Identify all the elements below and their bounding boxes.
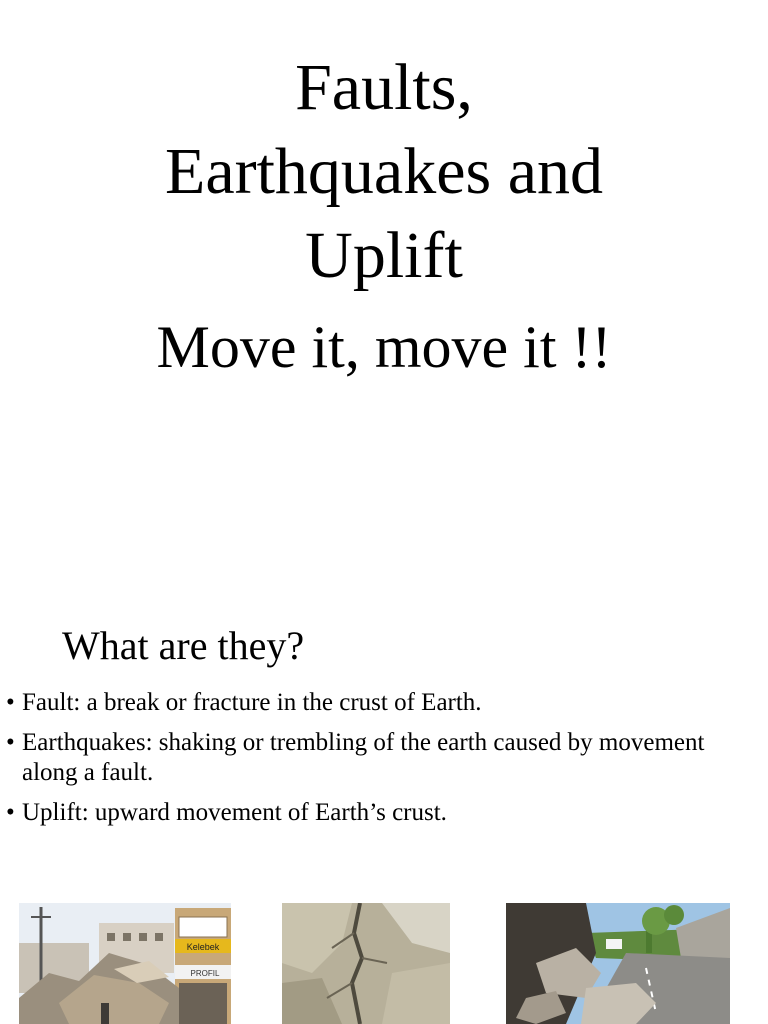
definition-item: • Earthquakes: shaking or trembling of the earth caused by movement along a fault. [6, 729, 705, 786]
definition-item: • Fault: a break or fracture in the crust of Earth. [6, 689, 482, 716]
definition-text: upward movement of Earth’s crust. [94, 799, 447, 826]
bullet-icon: • [6, 729, 15, 756]
shop-sign: Kelebek [186, 942, 220, 952]
slide-subtitle: Move it, move it !! [156, 314, 612, 380]
title-line: Faults, [295, 51, 473, 124]
bullet-icon: • [6, 799, 15, 826]
rockfall-road-photo [506, 903, 730, 1024]
slide-heading: What are they? [62, 623, 305, 668]
bullet-icon: • [6, 689, 15, 716]
definition-item: • Uplift: upward movement of Earth’s crust. [6, 799, 447, 826]
definition-term: Earthquakes [22, 729, 146, 756]
definition-term: Fault [22, 689, 74, 716]
rock-crack-photo [282, 903, 450, 1024]
title-line: Uplift [305, 219, 463, 292]
shop-sign: PROFIL [190, 969, 220, 978]
definition-list [4, 688, 764, 838]
collapsed-building-photo [19, 903, 231, 1024]
definition-term: Uplift [22, 799, 82, 826]
slide-title [0, 46, 768, 298]
definition-text: a break or fracture in the crust of Earth. [86, 689, 482, 716]
definition-text: shaking or trembling of the earth caused by movement along a fault. [22, 729, 705, 786]
title-line: Earthquakes and [165, 135, 603, 208]
